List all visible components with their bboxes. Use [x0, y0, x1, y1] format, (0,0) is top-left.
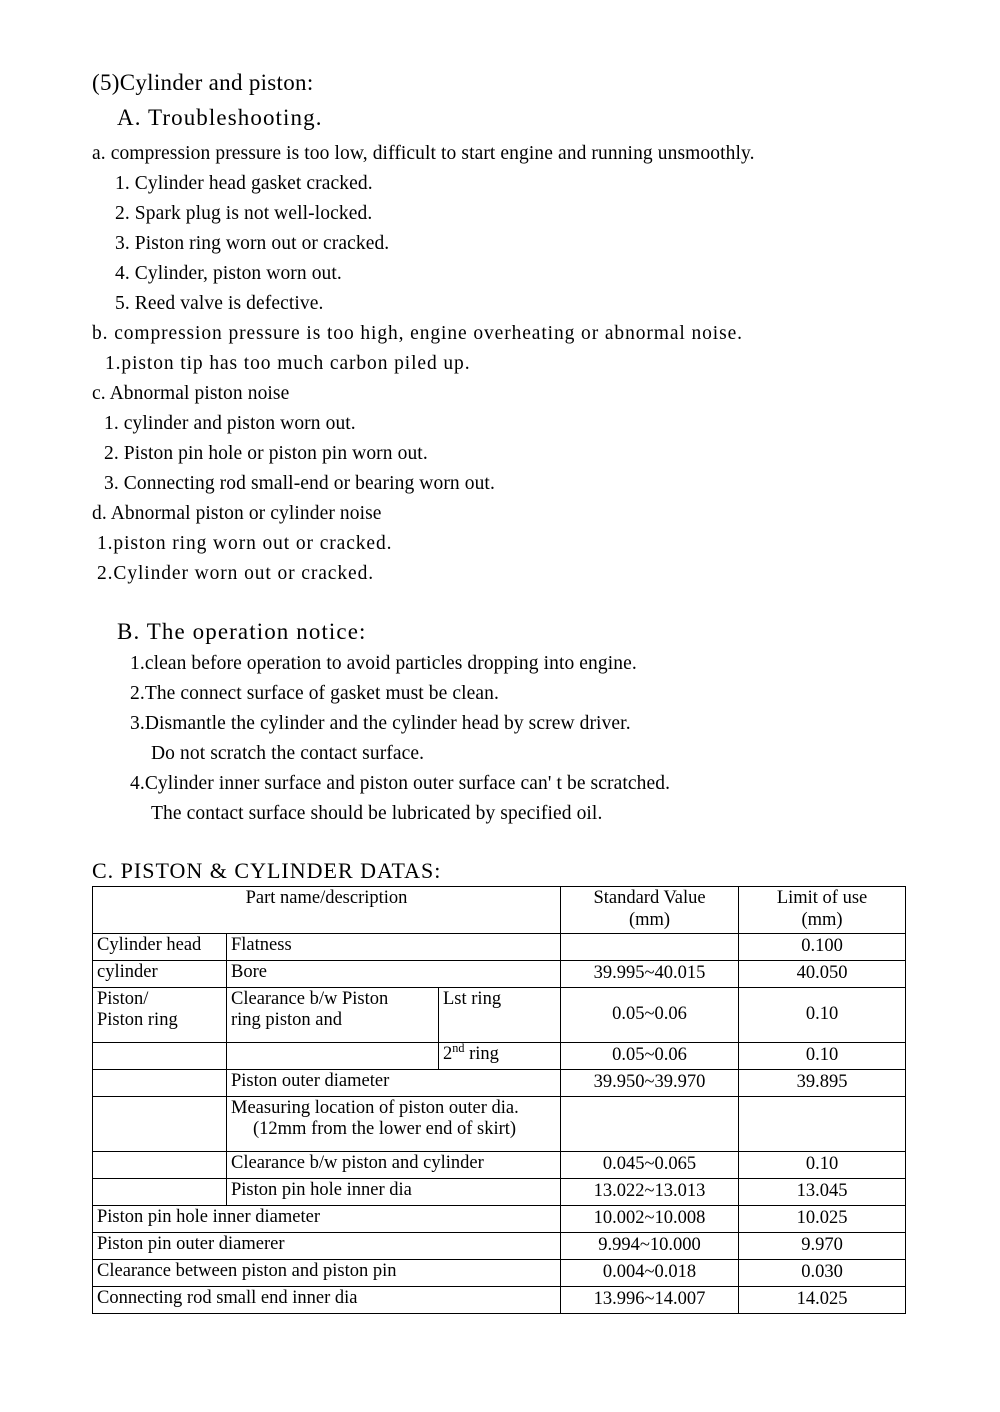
table-row [93, 1096, 906, 1151]
cell-part-description: Clearance between piston and piston pin [93, 1259, 561, 1286]
cell-part-group: Cylinder head [93, 933, 227, 960]
troubleshooting-item: 1.piston tip has too much carbon piled up. [105, 353, 471, 374]
cell-part-description: Piston pin hole inner diameter [93, 1205, 561, 1232]
ring-ordinal-suffix: nd [452, 1040, 465, 1055]
header-limit-of-use-line1: Limit of use [776, 888, 868, 908]
header-standard-value [561, 887, 739, 934]
cell-part-group: cylinder [93, 960, 227, 987]
cell-limit-of-use: 0.10 [739, 987, 906, 1042]
cell-part-group-line1: Piston/ [97, 988, 149, 1009]
cell-limit-of-use: 10.025 [739, 1205, 906, 1232]
troubleshooting-item: 1. Cylinder head gasket cracked. [115, 173, 373, 194]
cell-part-group-empty [93, 1096, 227, 1151]
troubleshooting-item: 2.Cylinder worn out or cracked. [97, 563, 374, 584]
header-limit-of-use-unit: (mm) [801, 909, 843, 930]
operation-notice-subitem: The contact surface should be lubricated by specified oil. [151, 803, 603, 824]
cell-limit-of-use: 0.030 [739, 1259, 906, 1286]
cell-part-description: Piston pin hole inner dia [227, 1178, 561, 1205]
cell-standard-value [561, 933, 739, 960]
cell-part-description [227, 987, 439, 1042]
cell-part-description: Bore [227, 960, 561, 987]
page-title: (5)Cylinder and piston: [92, 70, 314, 95]
table-row [93, 1232, 906, 1259]
operation-notice-item: 1.clean before operation to avoid particles dropping into engine. [130, 653, 637, 674]
heading-troubleshooting: A. Troubleshooting. [117, 105, 323, 130]
table-row [93, 960, 906, 987]
table-row [93, 1042, 906, 1069]
cell-part-description: Piston outer diameter [227, 1069, 561, 1096]
troubleshooting-item: 2. Piston pin hole or piston pin worn out. [104, 443, 428, 464]
cell-limit-of-use: 0.10 [739, 1151, 906, 1178]
heading-piston-cylinder-datas: C. PISTON & CYLINDER DATAS: [92, 858, 442, 883]
troubleshooting-item: 3. Connecting rod small-end or bearing worn out. [104, 473, 495, 494]
troubleshooting-item: 4. Cylinder, piston worn out. [115, 263, 342, 284]
cell-standard-value: 13.022~13.013 [561, 1178, 739, 1205]
cell-standard-value: 39.950~39.970 [561, 1069, 739, 1096]
ring-word: ring [464, 1043, 499, 1064]
operation-notice-subitem: Do not scratch the contact surface. [151, 743, 425, 764]
troubleshooting-item: 5. Reed valve is defective. [115, 293, 324, 314]
cell-standard-value [561, 1096, 739, 1151]
cell-limit-of-use: 40.050 [739, 960, 906, 987]
table-header-row [93, 887, 906, 934]
cell-limit-of-use: 13.045 [739, 1178, 906, 1205]
cell-standard-value: 9.994~10.000 [561, 1232, 739, 1259]
troubleshooting-group-label: d. Abnormal piston or cylinder noise [92, 503, 382, 524]
cell-standard-value: 0.004~0.018 [561, 1259, 739, 1286]
cell-standard-value: 0.045~0.065 [561, 1151, 739, 1178]
cell-ring-label: Lst ring [439, 987, 561, 1042]
troubleshooting-item: 2. Spark plug is not well-locked. [115, 203, 373, 224]
cell-part-description-line1: Measuring location of piston outer dia. [231, 1097, 519, 1118]
cell-part-group-line2: Piston ring [97, 1010, 178, 1031]
table-row [93, 1151, 906, 1178]
header-standard-value-unit: (mm) [628, 909, 671, 930]
cell-part-description-line2: (12mm from the lower end of skirt) [253, 1119, 517, 1140]
cell-part-group-empty [93, 1042, 227, 1069]
table-row [93, 1069, 906, 1096]
table-row [93, 987, 906, 1042]
cell-limit-of-use: 39.895 [739, 1069, 906, 1096]
cell-standard-value: 39.995~40.015 [561, 960, 739, 987]
cell-part-group-empty [93, 1069, 227, 1096]
piston-cylinder-data-table [92, 886, 906, 1314]
ring-number: 2 [443, 1043, 453, 1064]
cell-limit-of-use: 14.025 [739, 1286, 906, 1313]
table-row [93, 1259, 906, 1286]
cell-part-description: Connecting rod small end inner dia [93, 1286, 561, 1313]
table-row [93, 1205, 906, 1232]
troubleshooting-group-label: a. compression pressure is too low, difficult to start engine and running unsmoothly. [92, 143, 755, 164]
operation-notice-item: 3.Dismantle the cylinder and the cylinder head by screw driver. [130, 713, 631, 734]
troubleshooting-group-label: c. Abnormal piston noise [92, 383, 290, 404]
cell-standard-value: 0.05~0.06 [561, 1042, 739, 1069]
cell-limit-of-use [739, 1096, 906, 1151]
cell-standard-value: 10.002~10.008 [561, 1205, 739, 1232]
cell-ring-label [439, 1042, 561, 1069]
operation-notice-item: 4.Cylinder inner surface and piston outer surface can' t be scratched. [130, 773, 671, 794]
header-part-name: Part name/description [93, 887, 561, 934]
cell-part-group-empty [93, 1178, 227, 1205]
cell-part-group-empty [93, 1151, 227, 1178]
cell-part-description: Flatness [227, 933, 561, 960]
cell-limit-of-use: 0.10 [739, 1042, 906, 1069]
cell-part-description-empty [227, 1042, 439, 1069]
header-standard-value-line1: Standard Value [593, 888, 706, 908]
troubleshooting-item: 1.piston ring worn out or cracked. [97, 533, 393, 554]
cell-part-description: Clearance b/w piston and cylinder [227, 1151, 561, 1178]
table-row [93, 933, 906, 960]
operation-notice-item: 2.The connect surface of gasket must be clean. [130, 683, 499, 704]
cell-standard-value: 13.996~14.007 [561, 1286, 739, 1313]
table-row [93, 1286, 906, 1313]
header-limit-of-use [739, 887, 906, 934]
cell-part-description [227, 1096, 561, 1151]
table-row [93, 1178, 906, 1205]
cell-part-description: Piston pin outer diamerer [93, 1232, 561, 1259]
heading-operation-notice: B. The operation notice: [117, 619, 367, 644]
cell-standard-value: 0.05~0.06 [561, 987, 739, 1042]
troubleshooting-group-label: b. compression pressure is too high, engine overheating or abnormal noise. [92, 323, 743, 344]
cell-part-group [93, 987, 227, 1042]
troubleshooting-item: 1. cylinder and piston worn out. [104, 413, 356, 434]
cell-limit-of-use: 0.100 [739, 933, 906, 960]
cell-part-description-line1: Clearance b/w Piston [231, 988, 389, 1009]
cell-part-description-line2: ring piston and [231, 1010, 342, 1031]
troubleshooting-item: 3. Piston ring worn out or cracked. [115, 233, 390, 254]
cell-limit-of-use: 9.970 [739, 1232, 906, 1259]
